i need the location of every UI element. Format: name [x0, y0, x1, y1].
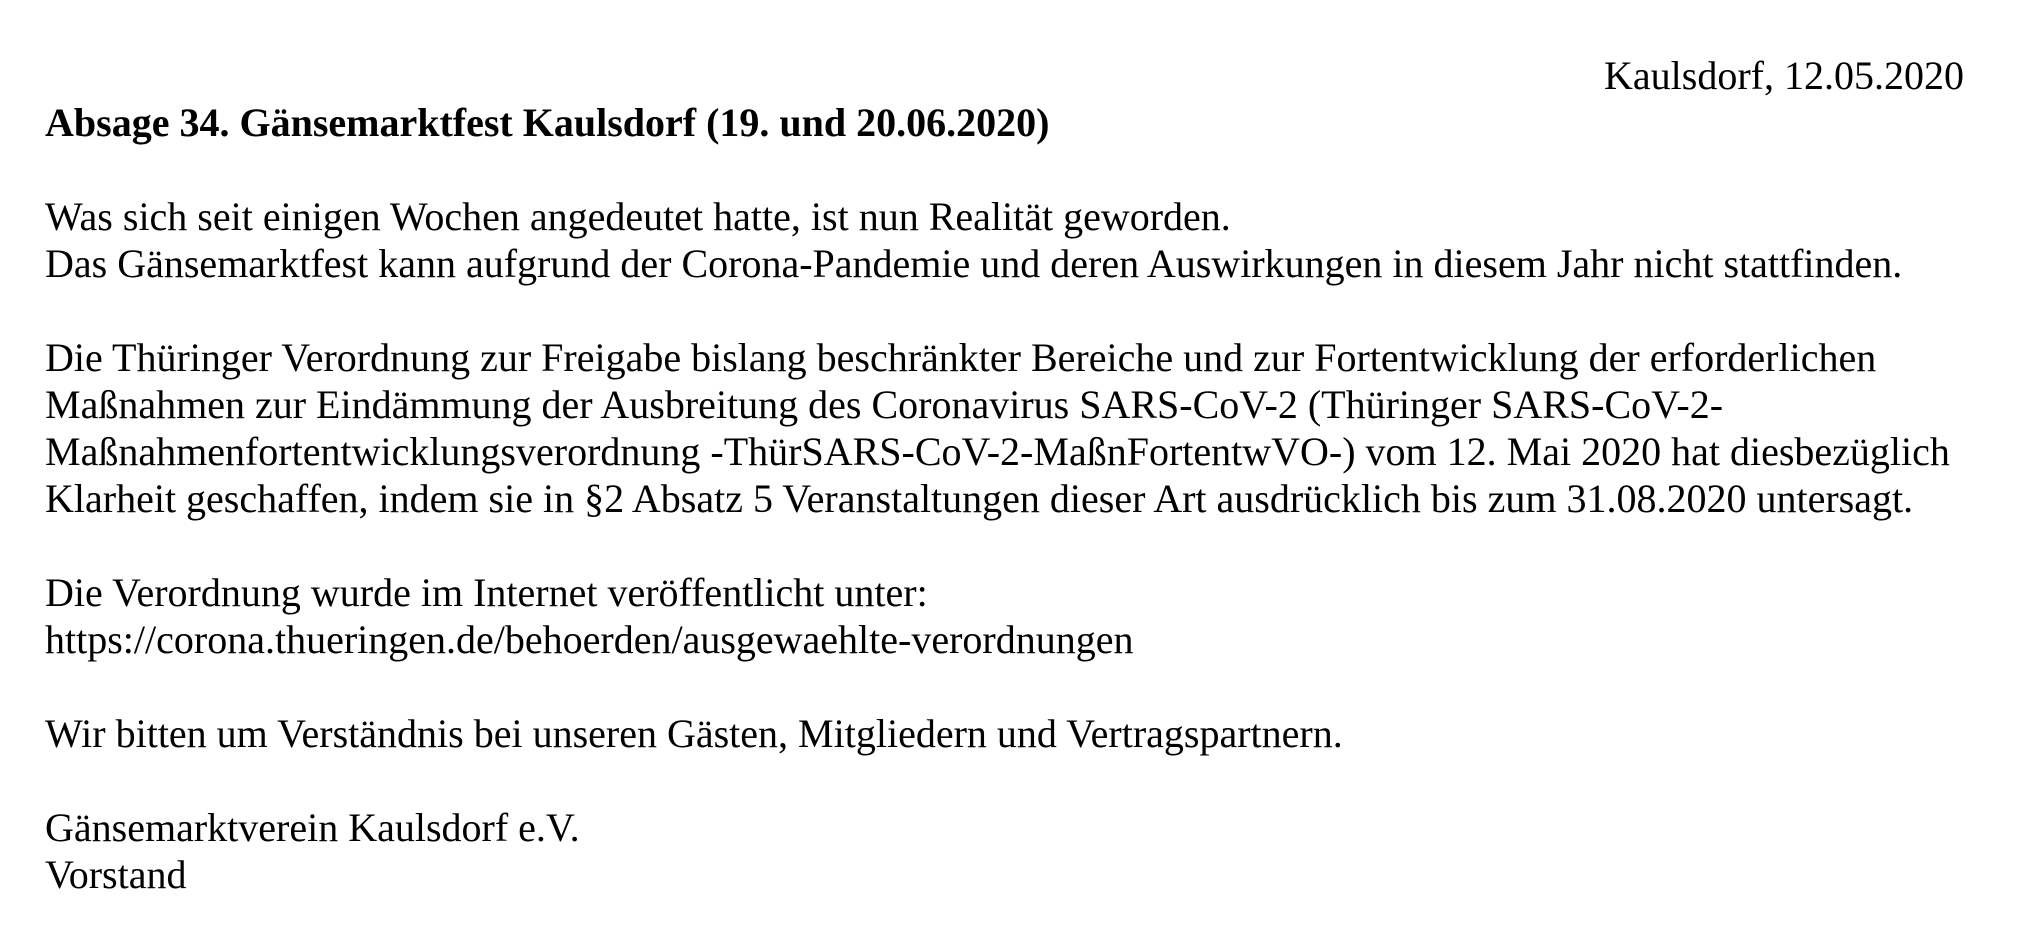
- text-line: Maßnahmenfortentwicklungsverordnung -ThürSARS-CoV-2-MaßnFortentwVO-) vom 12. Mai 2020 hat diesbezüglich: [45, 429, 1950, 474]
- text-line: Die Verordnung wurde im Internet veröffentlicht unter:: [45, 570, 928, 615]
- dateline: Kaulsdorf, 12.05.2020: [1604, 53, 1964, 98]
- paragraph-publication: [45, 569, 1964, 663]
- text-line: Klarheit geschaffen, indem sie in §2 Absatz 5 Veranstaltungen dieser Art ausdrücklich bis zum 31.08.2020 untersagt.: [45, 476, 1914, 521]
- blank-line: [45, 146, 1964, 193]
- text-line: Maßnahmen zur Eindämmung der Ausbreitung des Coronavirus SARS-CoV-2 (Thüringer SARS-CoV-2-: [45, 382, 1724, 427]
- signature-block: [45, 804, 1964, 898]
- url-link[interactable]: https://corona.thueringen.de/behoerden/ausgewaehlte-verordnungen: [45, 617, 1134, 662]
- signature-organization: Gänsemarktverein Kaulsdorf e.V.: [45, 805, 580, 850]
- paragraph-regulation: [45, 334, 1964, 522]
- blank-line: [45, 522, 1964, 569]
- paragraph-apology: [45, 710, 1964, 757]
- text-line: Die Thüringer Verordnung zur Freigabe bislang beschränkter Bereiche und zur Fortentwicklung der erforderlichen: [45, 335, 1877, 380]
- paragraph-announcement: [45, 193, 1964, 287]
- text-line: Was sich seit einigen Wochen angedeutet hatte, ist nun Realität geworden.: [45, 194, 1231, 239]
- signature-role: Vorstand: [45, 852, 187, 897]
- blank-line: [45, 663, 1964, 710]
- text-line: Wir bitten um Verständnis bei unseren Gästen, Mitgliedern und Vertragspartnern.: [45, 711, 1343, 756]
- blank-line: [45, 757, 1964, 804]
- document-title: Absage 34. Gänsemarktfest Kaulsdorf (19. und 20.06.2020): [45, 100, 1050, 145]
- text-line: Das Gänsemarktfest kann aufgrund der Corona-Pandemie und deren Auswirkungen in diesem Jahr nicht stattfinden.: [45, 241, 1903, 286]
- blank-line: [45, 287, 1964, 334]
